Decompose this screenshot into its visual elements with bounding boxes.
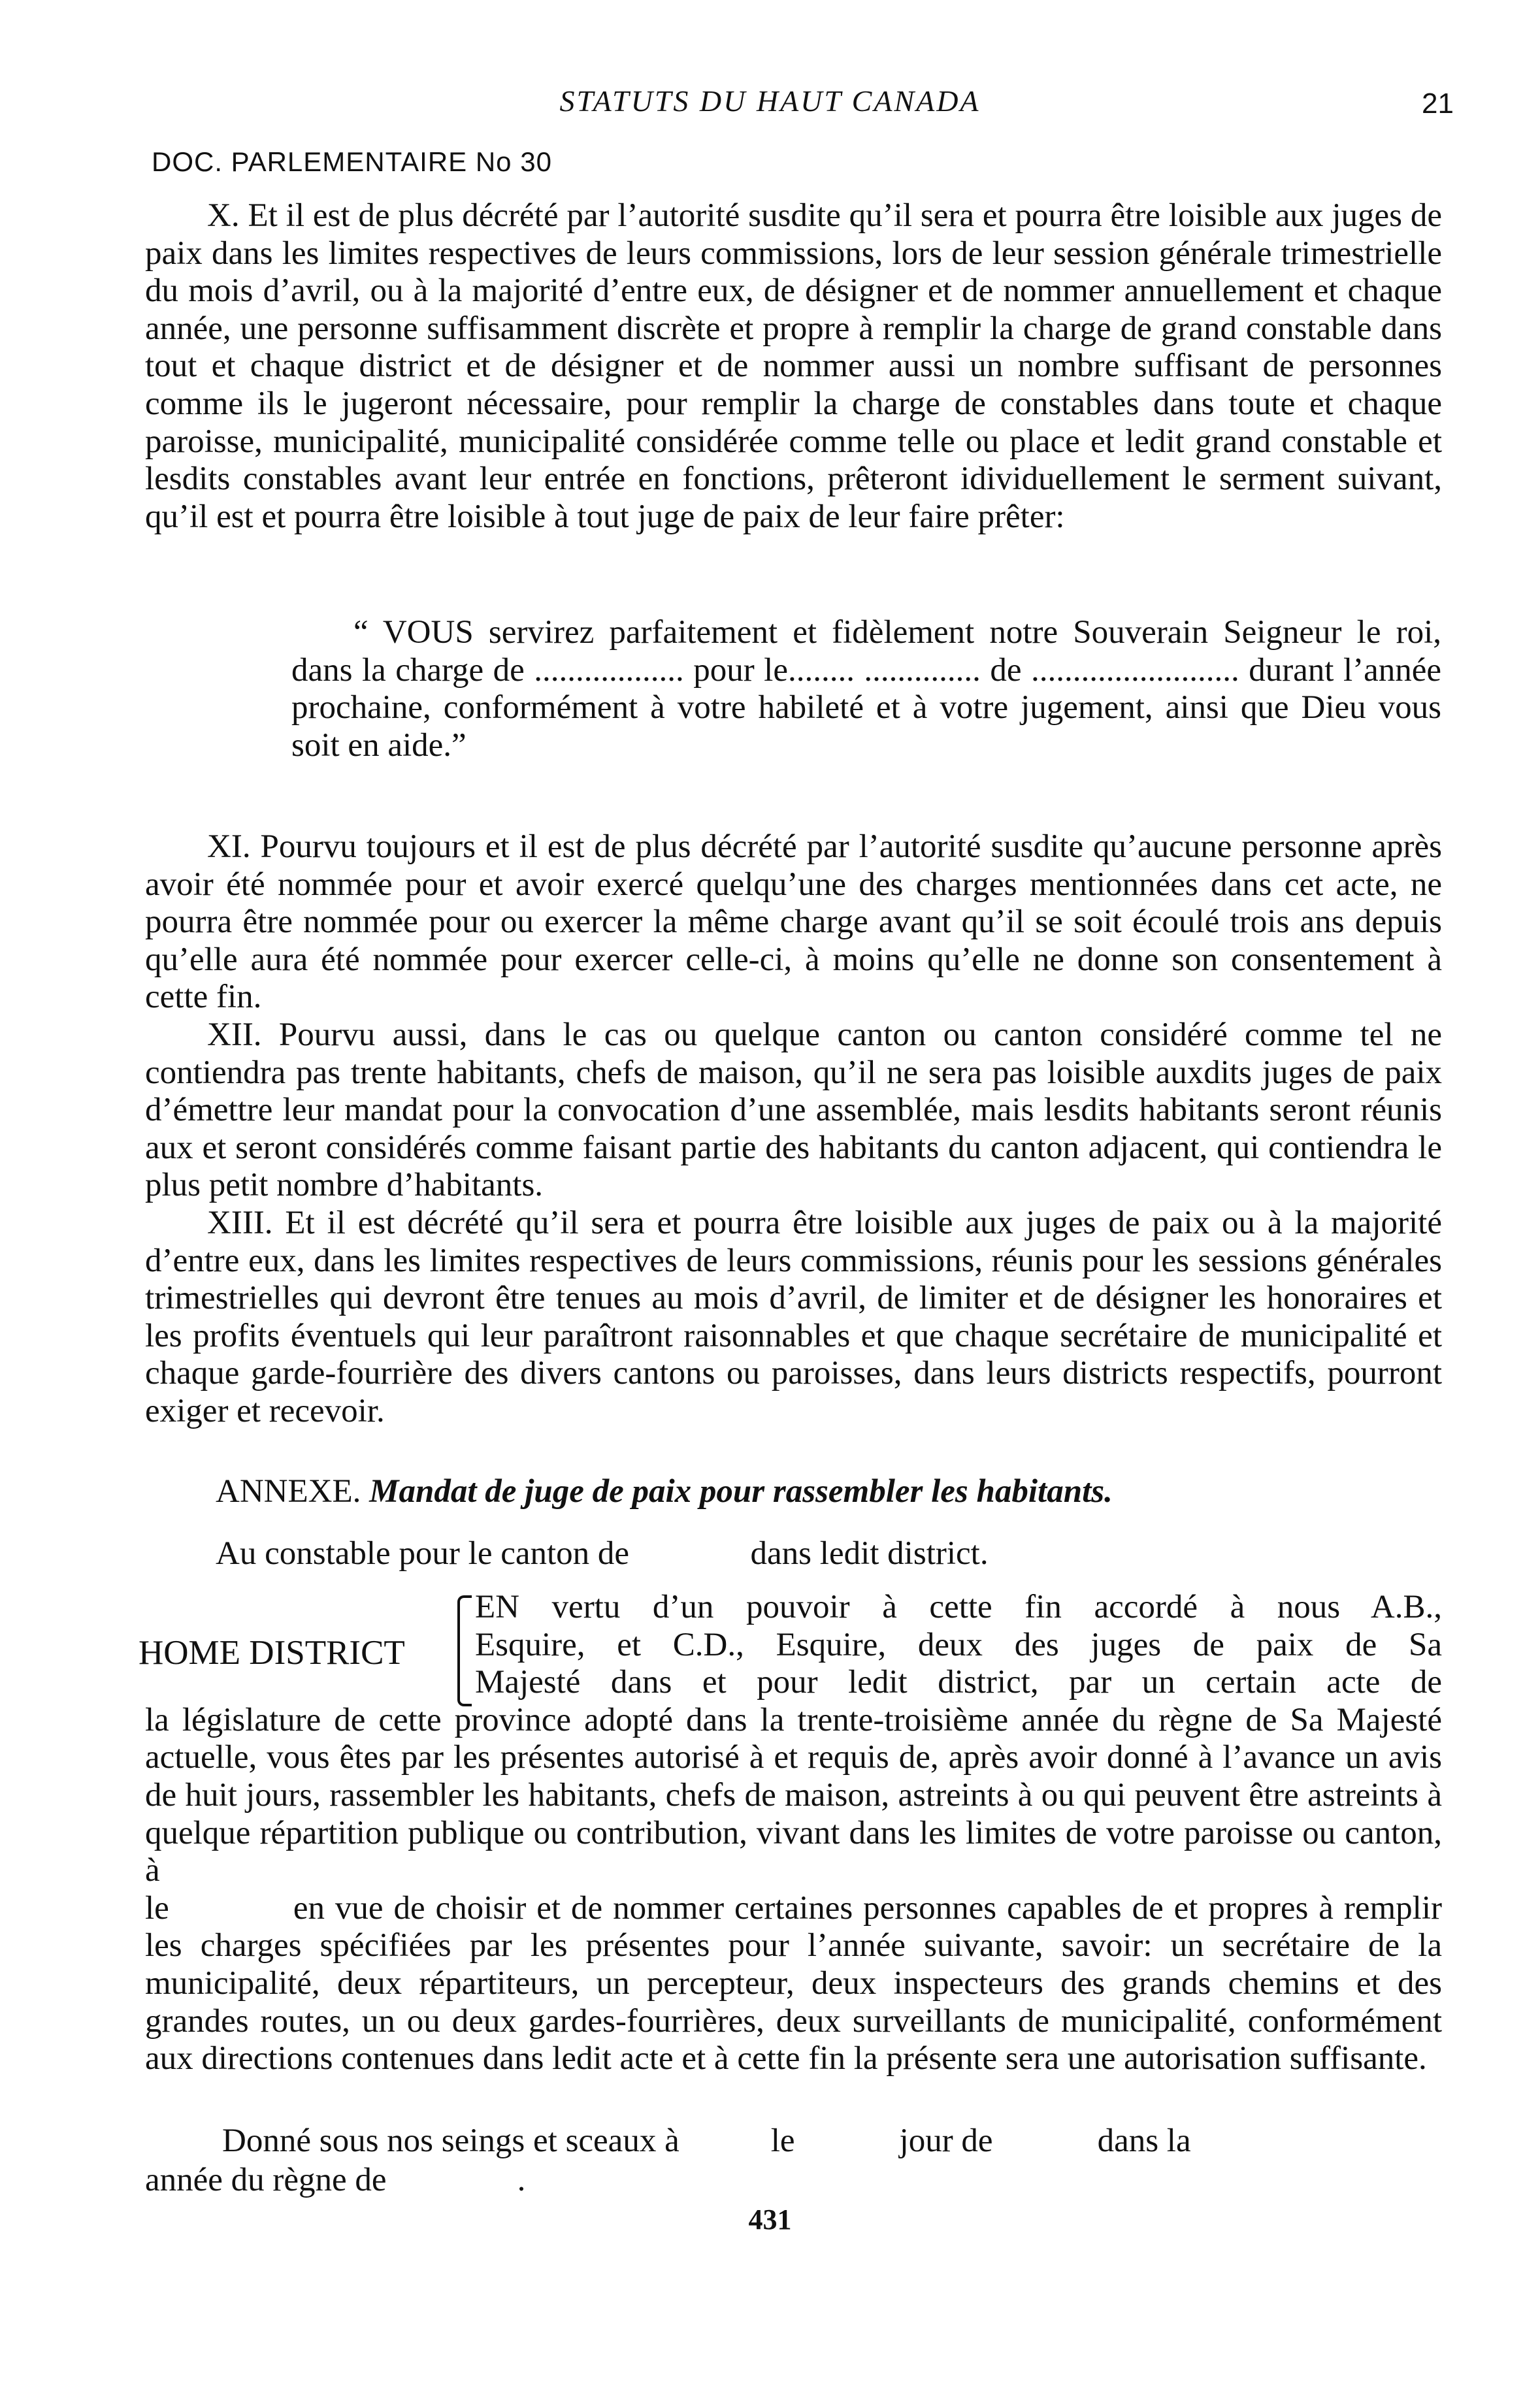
footer-page-number: 431: [748, 2204, 792, 2236]
signature-end: .: [517, 2162, 526, 2198]
annex-title: Mandat de juge de paix pour rassembler les habitants.: [369, 1473, 1113, 1510]
writ-line-2: Esquire, et C.D., Esquire, deux des juges de paix de Sa: [475, 1626, 1442, 1663]
annex-label: ANNEXE.: [216, 1473, 361, 1510]
signature-part-1: Donné sous nos seings et sceaux à: [222, 2123, 680, 2159]
section-xii: [145, 1017, 1442, 1205]
writ-text: [145, 1589, 1442, 2078]
section-xii-text: XII. Pourvu aussi, dans le cas ou quelque canton ou canton considéré comme tel ne contiendra pas trente habitants, chefs de maison, qu’il ne sera pas loisible auxdits juges de paix d’émettre leur mandat pour la convocation d’une assemblée, mais lesdits habitants seront réunis aux et seront considérés comme faisant partie des habitants du canton adjacent, qui contiendra le plus petit nombre d’habitants.: [145, 1017, 1442, 1204]
writ-line-1: EN vertu d’un pouvoir à cette fin accordé à nous A.B.,: [475, 1589, 1442, 1625]
address-part-2: dans ledit district.: [750, 1535, 989, 1572]
document-reference: DOC. PARLEMENTAIRE No 30: [152, 146, 552, 177]
running-title: STATUTS DU HAUT CANADA: [559, 84, 981, 118]
oath-text: “ VOUS servirez parfaitement et fidèlement notre Souverain Seigneur le roi, dans la charge de .................. pour le........ .............. de ......................... durant l’année prochaine, conformément à votre habileté et à votre jugement, ainsi que Dieu vous soit en aide.”: [291, 614, 1441, 764]
address-part-1: Au constable pour le canton de: [216, 1535, 630, 1572]
signature-line-2: année du règne de: [145, 2162, 387, 2198]
writ-le: le: [145, 1889, 169, 1927]
page-number: 21: [1422, 88, 1454, 120]
section-x: [145, 197, 1442, 536]
signature-part-4: dans la: [1097, 2123, 1191, 2159]
writ-tail-block: [145, 1890, 1442, 2078]
writ-line-3: Majesté dans et pour ledit district, par un certain acte de: [475, 1664, 1442, 1701]
signature-part-2: le: [770, 2123, 795, 2159]
section-xi-text: XI. Pourvu toujours et il est de plus décrété par l’autorité susdite qu’aucune personne après avoir été nommée pour et avoir exercé quelqu’une des charges mentionnées dans cet acte, ne pourra être nommée pour ou exercer la même charge avant qu’il se soit écoulé trois ans depuis qu’elle aura été nommée pour exercer celle-ci, à moins qu’elle ne donne son consentement à cette fin.: [145, 828, 1442, 1016]
annex-address: [216, 1535, 989, 1572]
section-xiii-text: XIII. Et il est décrété qu’il sera et pourra être loisible aux juges de paix ou à la majorité d’entre eux, dans les limites respectives de leurs commissions, réunis pour les sessions générales trimestrielles qui devront être tenues au mois d’avril, de limiter et de désigner les honoraires et les profits éventuels qui leur paraîtront raisonnables et que chaque secrétaire de municipalité et chaque garde-fourrière des divers cantons ou paroisses, dans leurs districts respectifs, pourront exiger et recevoir.: [145, 1205, 1442, 1429]
writ-body: la législature de cette province adopté dans la trente-troisième année du règne de Sa Majesté actuelle, vous êtes par les présentes autorisé à et requis de, après avoir donné à l’avance un avis de huit jours, rassembler les habitants, chefs de maison, astreints à ou qui peuvent être astreints à quelque répartition publique ou contribution, vivant dans les limites de votre paroisse ou canton, à: [145, 1701, 1442, 1889]
signature-block: [145, 2121, 1442, 2200]
signature-part-3: jour de: [899, 2123, 993, 2159]
district-label: HOME DISTRICT: [139, 1634, 405, 1672]
annex-heading: [216, 1472, 1113, 1510]
section-x-text: X. Et il est de plus décrété par l’autorité susdite qu’il sera et pourra être loisible aux juges de paix dans les limites respectives de leurs commissions, lors de leur session générale trimestrielle du mois d’avril, ou à la majorité d’entre eux, de désigner et de nommer annuellement et chaque année, une personne suffisamment discrète et propre à remplir la charge de grand constable dans tout et chaque district et de désigner et de nommer aussi un nombre suffisant de personnes comme ils le jugeront nécessaire, pour remplir la charge de constables dans toute et chaque paroisse, municipalité, municipalité considérée comme telle ou place et ledit grand constable et lesdits constables avant leur entrée en fonctions, prêteront idividuellement le serment suivant, qu’il est et pourra être loisible à tout juge de paix de leur faire prêter:: [145, 197, 1442, 535]
section-xiii: [145, 1205, 1442, 1431]
section-xi: [145, 828, 1442, 1017]
writ-tail: en vue de choisir et de nommer certaines personnes capables de et propres à remplir les charges spécifiées par les présentes pour l’année suivante, savoir: un secrétaire de la municipalité, deux répartiteurs, un percepteur, deux inspecteurs des grands chemins et des grandes routes, un ou deux gardes-fourrières, deux surveillants de municipalité, conformément aux directions contenues dans ledit acte et à cette fin la présente sera une autorisation suffisante.: [145, 1889, 1442, 2077]
